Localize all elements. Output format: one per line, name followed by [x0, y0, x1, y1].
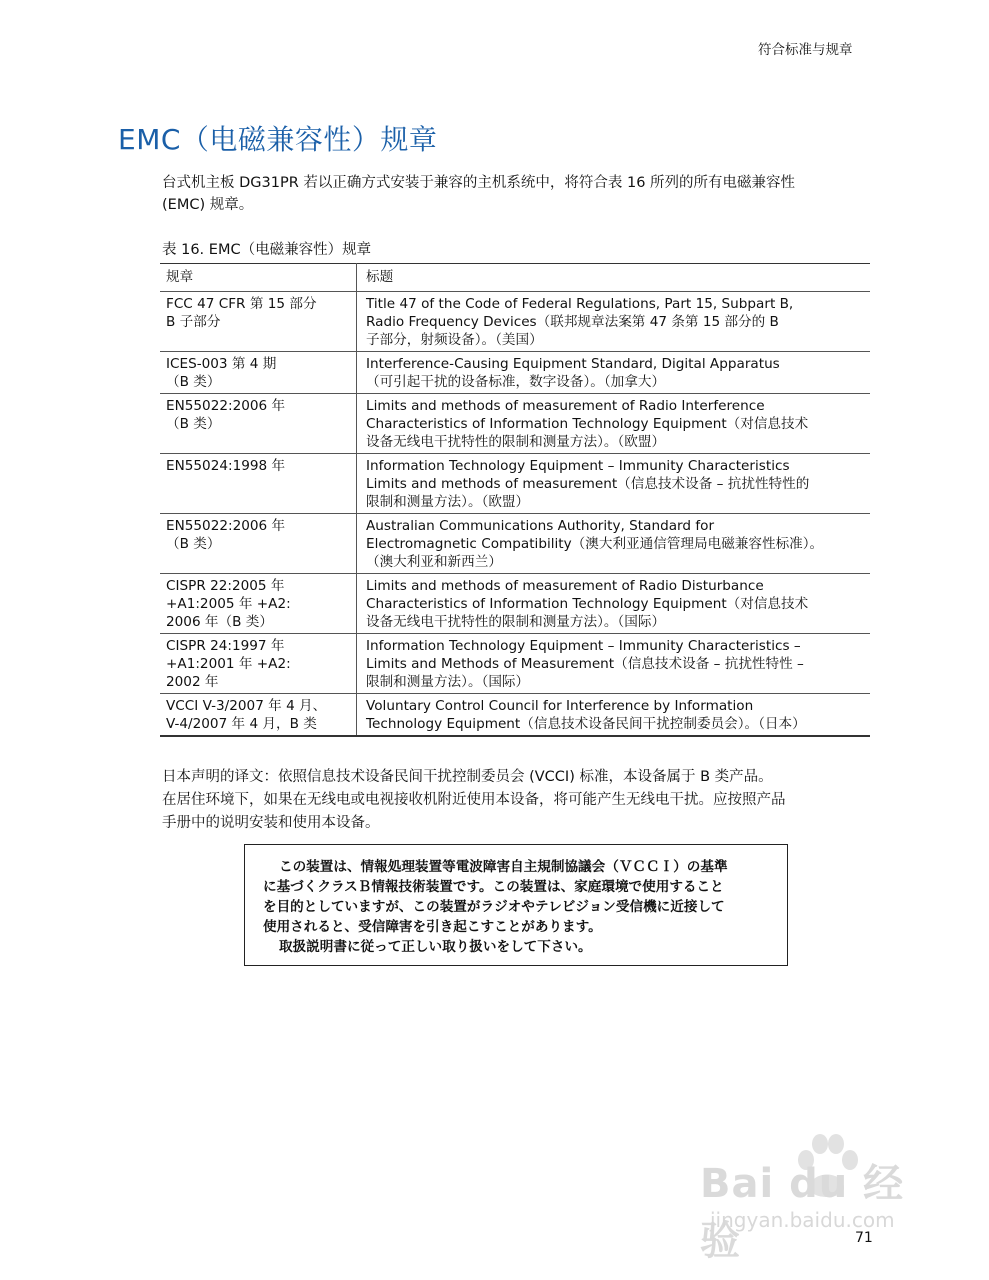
notes-line: 日本声明的译文：依照信息技术设备民间干扰控制委员会 (VCCI) 标准，本设备属于 B 类产品。	[162, 769, 773, 785]
watermark-main-text: Bai du 经验	[700, 1161, 905, 1264]
title-line: Technology Equipment（信息技术设备民间干扰控制委员会）。（日本）	[366, 716, 806, 732]
table-row	[160, 514, 870, 574]
table-header-row	[160, 264, 870, 292]
emc-regulations-table	[160, 263, 870, 737]
vcci-notice-line: 使用されると、受信障害を引き起こすことがあります。	[263, 919, 602, 935]
title-line: 限制和测量方法）。（国际）	[366, 674, 530, 690]
regulation-line: （B 类）	[166, 536, 221, 552]
title-line: Characteristics of Information Technology Equipment（对信息技术	[366, 596, 809, 612]
table-row	[160, 394, 870, 454]
regulation-line: 2006 年（B 类）	[166, 614, 273, 630]
title-cell	[357, 292, 871, 352]
regulation-cell	[160, 514, 357, 574]
title-line: （可引起干扰的设备标准，数字设备）。（加拿大）	[366, 374, 666, 390]
title-line: Information Technology Equipment – Immunity Characteristics	[366, 458, 790, 474]
title-cell	[357, 514, 871, 574]
table-row	[160, 694, 870, 737]
title-line: Australian Communications Authority, Standard for	[366, 518, 715, 534]
title-line: Voluntary Control Council for Interference by Information	[366, 698, 754, 714]
title-line: 设备无线电干扰特性的限制和测量方法）。（欧盟）	[366, 434, 666, 450]
vcci-notice-box	[244, 844, 788, 966]
regulation-line: ICES-003 第 4 期	[166, 356, 277, 372]
title-line: Radio Frequency Devices（联邦规章法案第 47 条第 15 部分的 B	[366, 314, 779, 330]
table-row	[160, 454, 870, 514]
notes-line: 在居住环境下，如果在无线电或电视接收机附近使用本设备，将可能产生无线电干扰。应按照产品	[162, 792, 786, 808]
regulation-cell	[160, 394, 357, 454]
regulation-line: EN55022:2006 年	[166, 398, 286, 414]
regulation-cell	[160, 574, 357, 634]
regulation-line: V-4/2007 年 4 月，B 类	[166, 716, 317, 732]
regulation-cell	[160, 634, 357, 694]
vcci-notice-line: に基づくクラスＢ情報技術装置です。この装置は、家庭環境で使用すること	[263, 879, 724, 895]
watermark-url: jingyan.baidu.com	[710, 1208, 895, 1232]
baidu-jingyan-watermark	[700, 1130, 932, 1264]
section-title: EMC（电磁兼容性）规章	[118, 123, 438, 156]
regulation-cell	[160, 694, 357, 737]
title-cell	[357, 694, 871, 737]
table-caption: 表 16. EMC（电磁兼容性）规章	[162, 242, 372, 258]
table-row	[160, 574, 870, 634]
title-line: 设备无线电干扰特性的限制和测量方法）。（国际）	[366, 614, 666, 630]
regulation-line: B 子部分	[166, 314, 221, 330]
regulation-line: CISPR 22:2005 年	[166, 578, 285, 594]
title-cell	[357, 454, 871, 514]
regulation-line: （B 类）	[166, 374, 221, 390]
title-line: 子部分，射频设备）。（美国）	[366, 332, 543, 348]
table-row	[160, 634, 870, 694]
table-row	[160, 352, 870, 394]
regulation-cell	[160, 292, 357, 352]
regulation-line: CISPR 24:1997 年	[166, 638, 285, 654]
japan-statement-translation	[162, 766, 874, 835]
intro-paragraph	[162, 172, 874, 216]
regulation-line: FCC 47 CFR 第 15 部分	[166, 296, 317, 312]
vcci-notice-line: この装置は、情報処理装置等電波障害自主規制協議会（ＶＣＣＩ）の基準	[279, 859, 728, 875]
title-cell	[357, 352, 871, 394]
regulation-line: EN55024:1998 年	[166, 458, 286, 474]
title-line: Limits and methods of measurement（信息技术设备 – 抗扰性特性的	[366, 476, 810, 492]
title-cell	[357, 634, 871, 694]
title-line: Information Technology Equipment – Immunity Characteristics –	[366, 638, 801, 654]
regulation-line: +A1:2005 年 +A2:	[166, 596, 291, 612]
running-header: 符合标准与规章	[758, 42, 853, 58]
column-header-title: 标题	[357, 264, 871, 292]
title-line: （澳大利亚和新西兰）	[366, 554, 502, 570]
vcci-notice-line: 取扱説明書に従って正しい取り扱いをして下さい。	[279, 939, 592, 955]
regulation-line: +A1:2001 年 +A2:	[166, 656, 291, 672]
table-row	[160, 292, 870, 352]
notes-line: 手册中的说明安装和使用本设备。	[162, 815, 380, 831]
regulation-line: VCCI V-3/2007 年 4 月、	[166, 698, 327, 714]
title-line: Electromagnetic Compatibility（澳大利亚通信管理局电磁兼容性标准）。	[366, 536, 824, 552]
page-number: 71	[855, 1230, 873, 1246]
title-line: Limits and Methods of Measurement（信息技术设备 – 抗扰性特性 –	[366, 656, 804, 672]
title-cell	[357, 574, 871, 634]
regulation-cell	[160, 352, 357, 394]
table-body	[160, 292, 870, 737]
regulation-line: 2002 年	[166, 674, 219, 690]
regulation-line: （B 类）	[166, 416, 221, 432]
title-line: Limits and methods of measurement of Radio Interference	[366, 398, 765, 414]
regulation-cell	[160, 454, 357, 514]
title-line: Limits and methods of measurement of Radio Disturbance	[366, 578, 764, 594]
title-cell	[357, 394, 871, 454]
intro-line: 台式机主板 DG31PR 若以正确方式安装于兼容的主机系统中，将符合表 16 所列的所有电磁兼容性	[162, 175, 796, 191]
vcci-notice-line: を目的としていますが、この装置がラジオやテレビジョン受信機に近接して	[263, 899, 725, 915]
title-line: 限制和测量方法）。（欧盟）	[366, 494, 530, 510]
title-line: Title 47 of the Code of Federal Regulations, Part 15, Subpart B,	[366, 296, 794, 312]
column-header-regulation: 规章	[160, 264, 357, 292]
title-line: Interference-Causing Equipment Standard, Digital Apparatus	[366, 356, 780, 372]
title-line: Characteristics of Information Technology Equipment（对信息技术	[366, 416, 809, 432]
intro-line: (EMC) 规章。	[162, 197, 254, 213]
regulation-line: EN55022:2006 年	[166, 518, 286, 534]
